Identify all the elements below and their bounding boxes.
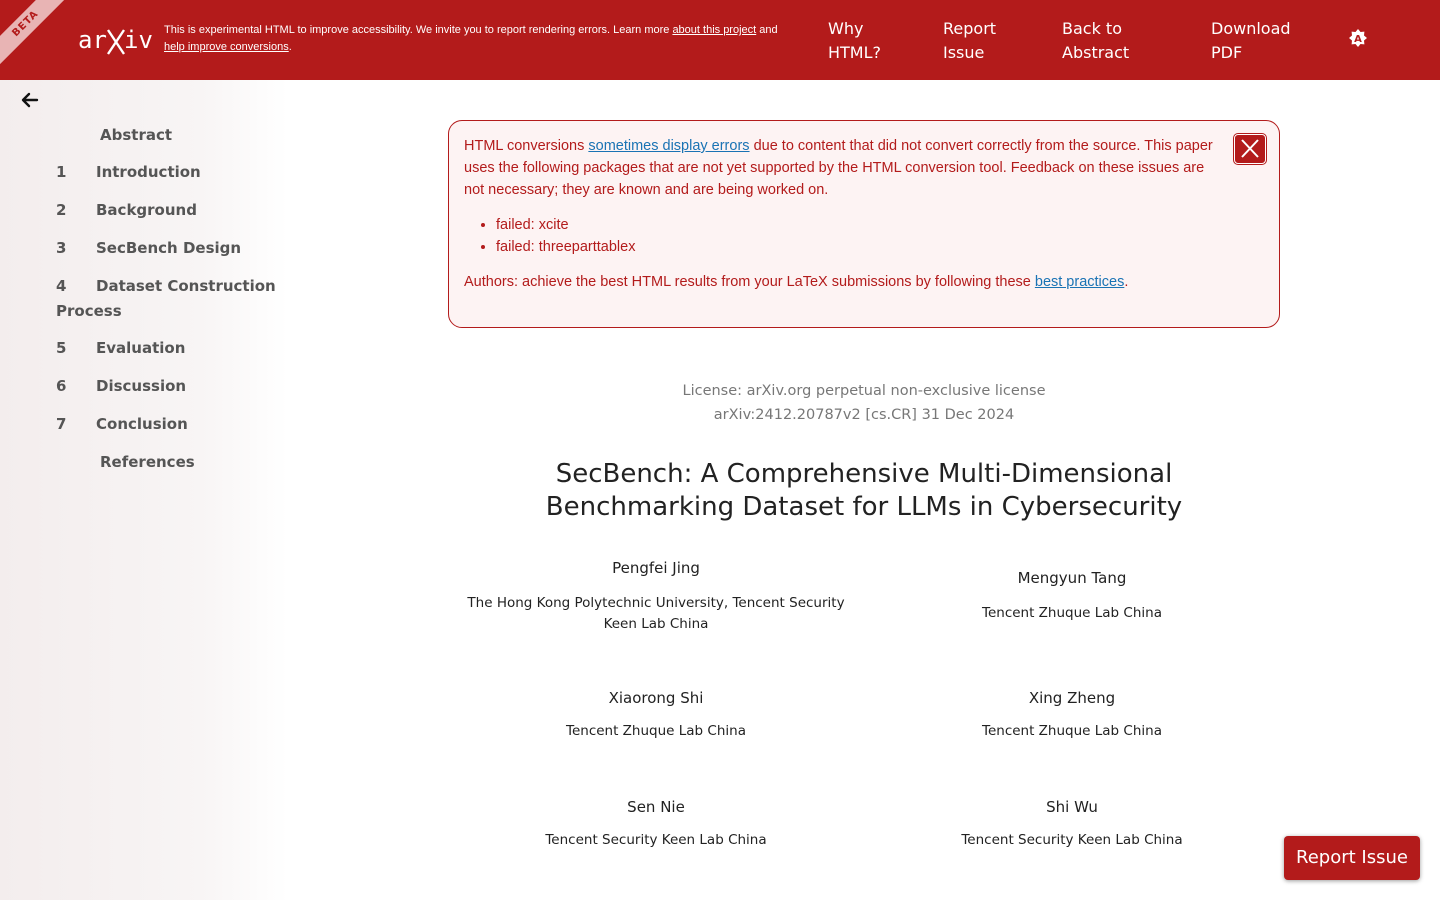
theme-toggle-icon[interactable] (1348, 28, 1368, 48)
paper-title (448, 458, 1280, 524)
title-line: Benchmarking Dataset for LLMs in Cybersecurity (545, 492, 1183, 522)
toc-number: 3 (56, 239, 67, 257)
toc-number: 5 (56, 339, 67, 357)
report-issue-button[interactable]: Report Issue (1284, 836, 1420, 880)
list-item: • failed: xcite (496, 214, 1215, 236)
author-block (486, 688, 826, 742)
failed-packages-list (496, 214, 1215, 258)
toc-label: References (100, 453, 195, 471)
toc-label: Conclusion (96, 415, 188, 433)
toc-label: Evaluation (96, 339, 186, 357)
close-icon (1235, 135, 1265, 163)
author-affiliation: Tencent Zhuque Lab China (982, 723, 1162, 739)
conversion-error-box (448, 120, 1280, 328)
author-block (486, 797, 826, 851)
author-name: Xiaorong Shi (608, 689, 704, 707)
toc-number: 4 (56, 277, 67, 295)
report-issue-link[interactable]: Report Issue (943, 19, 997, 62)
why-html-link[interactable]: Why HTML? (828, 19, 882, 62)
toc-label: SecBench Design (96, 239, 242, 257)
author-affiliation: Tencent Security Keen Lab China (961, 832, 1183, 848)
header-bar (0, 0, 1440, 80)
author-affiliation: Tencent Zhuque Lab China (982, 605, 1162, 621)
close-button[interactable] (1234, 134, 1266, 164)
arxiv-id: arXiv:2412.20787v2 [cs.CR] 31 Dec 2024 (713, 407, 1015, 423)
author-name: Xing Zheng (1028, 689, 1116, 707)
toc-label: Introduction (96, 163, 201, 181)
arxiv-logo[interactable] (78, 24, 152, 58)
toc-label: Dataset Construction Process (56, 277, 276, 320)
beta-ribbon: BETA (0, 0, 75, 73)
license-text: License: arXiv.org perpetual non-exclusive license (682, 383, 1046, 399)
authors-advice (464, 271, 1215, 293)
svg-text:A: A (1354, 34, 1362, 45)
about-project-link[interactable]: about this project (672, 24, 757, 36)
notice-text-between: and (756, 24, 778, 36)
arxiv-logo-icon (78, 24, 152, 58)
toc-number: 7 (56, 415, 67, 433)
author-name: Pengfei Jing (612, 559, 700, 577)
list-item: • failed: threeparttablex (496, 236, 1215, 258)
author-affiliation: Tencent Security Keen Lab China (545, 832, 767, 848)
experimental-notice (164, 22, 814, 56)
toc-label: Abstract (100, 126, 173, 144)
error-text-rest: due to content that did not convert correctly from the source. This paper uses the following packages that are not yet supported by the HTML conversion tool. Feedback on these issues are not necessary; they are known and are being worked on. (464, 138, 1213, 198)
author-affiliation: The Hong Kong Polytechnic University, Tencent Security Keen Lab China (467, 595, 845, 632)
svg-text:ar: ar (78, 26, 107, 54)
author-name: Shi Wu (1046, 798, 1098, 816)
author-block (902, 797, 1242, 851)
toc-label: Background (96, 201, 197, 219)
author-block (902, 688, 1242, 742)
author-affiliation: Tencent Zhuque Lab China (566, 723, 746, 739)
toc-label: Discussion (96, 377, 187, 395)
toc-item-dataset-construction[interactable] (0, 274, 288, 324)
authors-text: Authors: achieve the best HTML results from your LaTeX submissions by following these (464, 274, 1035, 290)
error-message (464, 135, 1215, 201)
best-practices-link[interactable]: best practices (1034, 274, 1125, 290)
notice-text-end: . (288, 41, 292, 53)
toc-number: 6 (56, 377, 67, 395)
toc-number: 1 (56, 163, 67, 181)
title-line: SecBench: A Comprehensive Multi-Dimensional (555, 459, 1173, 489)
svg-text:iv: iv (124, 26, 152, 54)
author-block (460, 558, 852, 635)
display-errors-link[interactable]: sometimes display errors (588, 138, 750, 154)
authors-text-end: . (1124, 274, 1129, 290)
arrow-left-icon[interactable] (20, 90, 40, 110)
toc-number: 2 (56, 201, 67, 219)
author-name: Mengyun Tang (1017, 569, 1127, 587)
help-improve-link[interactable]: help improve conversions (164, 41, 289, 53)
author-name: Sen Nie (627, 798, 685, 816)
download-pdf-link[interactable]: Download PDF (1211, 19, 1291, 62)
author-block (902, 568, 1242, 624)
error-text: HTML conversions (464, 138, 589, 154)
notice-text: This is experimental HTML to improve accessibility. We invite you to report rendering errors. Learn more (164, 24, 673, 36)
back-to-abstract-link[interactable]: Back to Abstract (1062, 19, 1130, 62)
license-block (448, 379, 1280, 427)
